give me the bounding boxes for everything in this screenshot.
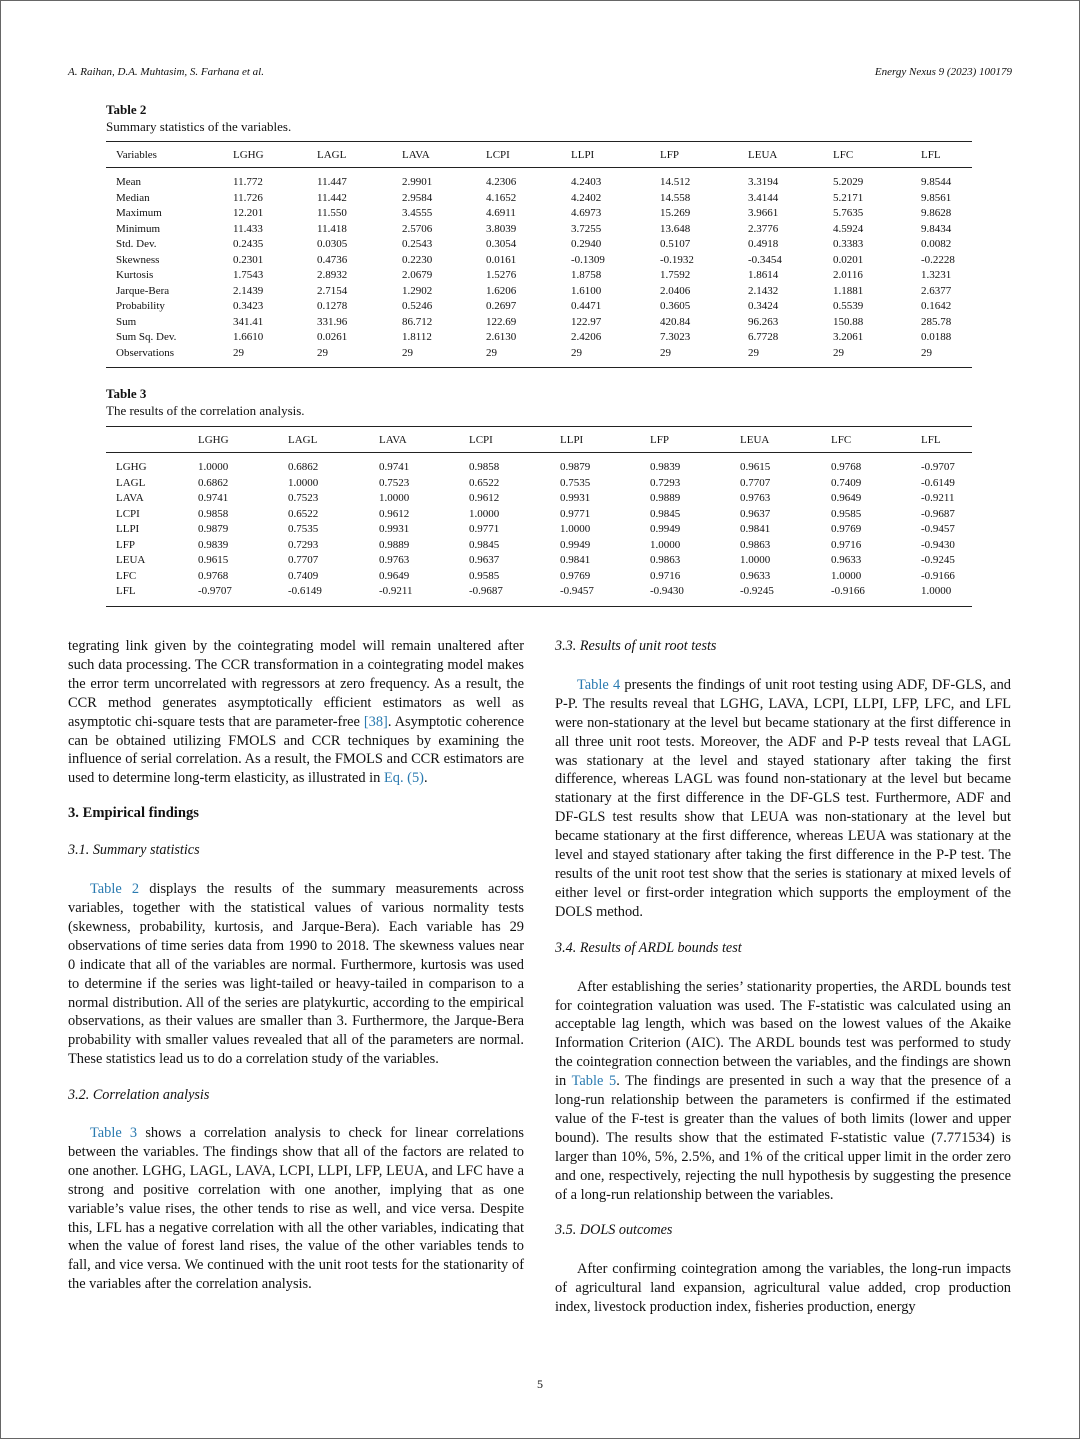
table-cell: 0.9769: [560, 569, 591, 582]
row-label: Sum: [116, 315, 137, 328]
table-cell: 2.9901: [402, 176, 433, 188]
table-cell: 1.3231: [921, 269, 952, 281]
subsection-heading: 3.2. Correlation analysis: [68, 1087, 210, 1104]
equation-link[interactable]: Eq. (5): [383, 770, 424, 787]
table-cell: 0.9845: [650, 507, 681, 520]
table-row: [106, 507, 972, 523]
row-label: Median: [116, 191, 150, 204]
column-header: LFP: [650, 433, 669, 446]
row-label: LAVA: [116, 492, 144, 504]
table-cell: -0.9687: [921, 507, 955, 520]
row-label: Kurtosis: [116, 269, 154, 281]
paragraph: Table 4 presents the findings of unit root testing using ADF, DF-GLS, and P-P. The results reveal that LGHG, LAVA, LCPI, LLPI, LFP, LFC, and LFL were non-stationary at the level but became stationary at the first difference in all three unit root tests. Moreover, the ADF and P-P tests reveal that LAGL was stationary at the level and stayed stationary after taking the first difference, whereas LAGL was found non-stationary at the level but became stationary at the first difference in the DF-GLS test. Furthermore, ADF and DF-GLS test results show that LEUA was non-stationary at the level but became stationary at the first difference, whereas LEUA was stationary at the level and stayed stationary after taking the first difference in the P-P test. The results of the unit root test show that the series is stationary at mixed levels of either level or first-order integration which supports the employment of the DOLS method.: [555, 676, 1011, 920]
table-cell: 0.5107: [660, 238, 691, 250]
paragraph: Table 2 displays the results of the summary measurements across variables, together with the statistical values of various normality tests (skewness, probability, kurtosis, and Jarque-Bera). Each variable has 29 observations of time series data from 1990 to 2018. The skewness values near 0 indicate that all of the variables are normal. Furthermore, kurtosis was used to determine if the series was light-tailed or heavy-tailed in comparison to a normal distribution. All of the series are platykurtic, according to the empirical observations, as their values are smaller than 3. Furthermore, the Jarque-Bera probability with smaller values revealed that all of the parameters are normal. These statistics lead us to do a correlation study of the variables.: [68, 881, 525, 1068]
column-header: [106, 427, 188, 453]
table-cell: 0.9839: [198, 538, 229, 551]
table-cell: 2.0679: [402, 269, 433, 281]
table-cell: 1.0000: [379, 492, 410, 504]
column-header: LLPI: [571, 148, 595, 161]
left-column: [68, 637, 524, 1294]
table-cell: -0.9245: [921, 554, 955, 566]
table-cell: 29: [571, 346, 582, 359]
table-cell: 4.6911: [486, 207, 516, 219]
table-cell: 0.9633: [831, 554, 862, 566]
table-cell: 1.8112: [402, 331, 432, 343]
table-row: [106, 284, 972, 300]
summary-statistics-table: [106, 141, 972, 368]
table-cell: 0.4471: [571, 300, 602, 312]
table-cell: 0.9931: [560, 492, 591, 504]
table-cell: 2.0406: [660, 284, 691, 297]
table-cell: 0.9612: [379, 507, 410, 520]
table-cell: 3.9661: [748, 207, 779, 219]
table-cell: 5.2029: [833, 176, 864, 188]
row-label: Probability: [116, 300, 165, 312]
table-cell: 2.0116: [833, 269, 863, 281]
paragraph: tegrating link given by the cointegrating model will remain unaltered after such data processing. The CCR transformation in a cointegrating model makes the error term uncorrelated with regressors at zero frequency. As a result, the CCR method generates asymptotically efficient estimators as well as asymptotic chi-square tests that are parameter-free [38]. Asymptotic coherence can be obtained utilizing FMOLS and CCR techniques by examining the influence of serial correlation. As a result, the FMOLS and CCR estimators are used to determine long-term elasticity, as illustrated in Eq. (5).: [68, 638, 525, 787]
table-cell: 0.7409: [288, 569, 319, 582]
table-link[interactable]: Table 3: [90, 1125, 138, 1142]
table-cell: 13.648: [660, 222, 691, 235]
table-cell: 3.3194: [748, 176, 779, 188]
table-row: [106, 476, 972, 492]
table-cell: 29: [402, 346, 413, 359]
table-cell: 0.2301: [233, 253, 264, 266]
column-header: LGHG: [233, 148, 264, 161]
row-label: Minimum: [116, 222, 161, 235]
column-header: LFC: [831, 433, 852, 446]
table-cell: 3.4144: [748, 191, 779, 204]
subsection-heading: 3.4. Results of ARDL bounds test: [555, 939, 742, 956]
table-cell: 1.0000: [288, 476, 319, 489]
table-row: [106, 553, 972, 569]
table-cell: 0.9585: [831, 507, 862, 520]
table-cell: 29: [833, 346, 844, 359]
table-cell: 1.2902: [402, 284, 433, 297]
table-cell: 341.41: [233, 315, 264, 328]
row-label: LAGL: [116, 476, 146, 489]
row-label: LLPI: [116, 523, 140, 535]
column-header: LEUA: [740, 433, 770, 446]
table-cell: 0.9768: [198, 569, 229, 582]
correlation-table: [106, 426, 972, 607]
table3-label: Table 3: [106, 386, 147, 401]
table-row: [106, 268, 972, 284]
table-cell: 122.97: [571, 315, 602, 328]
subsection-heading: 3.5. DOLS outcomes: [555, 1222, 673, 1239]
table-cell: 285.78: [921, 315, 952, 328]
table-row: [106, 206, 972, 222]
table-cell: 1.0000: [740, 554, 771, 566]
table-cell: 11.726: [233, 191, 263, 204]
paragraph: After confirming cointegration among the variables, the long-run impacts of agricultural land expansion, agricultural value added, crop production index, livestock production index, fisheries production, energy: [555, 1261, 1011, 1316]
table-cell: 0.1642: [921, 300, 952, 312]
table-row: [106, 315, 972, 331]
table-cell: 0.0305: [317, 238, 348, 250]
table-cell: 0.4918: [748, 238, 779, 250]
column-header: LGHG: [198, 433, 229, 446]
table-row: [106, 453, 972, 476]
column-header: LAVA: [379, 433, 407, 446]
table-row: [106, 584, 972, 606]
table-cell: 2.4206: [571, 331, 602, 343]
table-link[interactable]: Table 2: [90, 881, 140, 898]
table-cell: 0.7409: [831, 476, 862, 489]
table-cell: 1.8614: [748, 269, 779, 281]
table-cell: 0.7523: [379, 476, 410, 489]
table-cell: 0.9879: [198, 523, 229, 535]
table-cell: 29: [921, 346, 932, 359]
table-cell: 11.550: [317, 207, 347, 219]
table-cell: 14.512: [660, 176, 691, 188]
table-row: [106, 522, 972, 538]
table-cell: 0.0201: [833, 253, 864, 266]
table-cell: 0.0261: [317, 331, 348, 343]
column-header: LCPI: [469, 433, 493, 446]
table-cell: 15.269: [660, 207, 691, 219]
table-cell: 4.2403: [571, 176, 602, 188]
table-row: [106, 253, 972, 269]
table3-caption: [106, 385, 305, 419]
row-label: Observations: [116, 346, 175, 359]
table-cell: -0.9430: [921, 538, 955, 551]
table-row: [106, 222, 972, 238]
column-header: LLPI: [560, 433, 584, 446]
table-cell: -0.9707: [921, 461, 955, 473]
column-header: LAGL: [317, 148, 347, 161]
table-cell: 2.6130: [486, 331, 517, 343]
table-cell: 0.3383: [833, 238, 864, 250]
row-label: Std. Dev.: [116, 238, 157, 250]
column-header: LEUA: [748, 148, 778, 161]
paragraph: After establishing the series’ stationarity properties, the ARDL bounds test for cointegration valuation was used. The F-statistic was calculated using an acceptable lag length, which was based on the lowest values of the Akaike Information Criterion (AIC). The ARDL bounds test was performed to study the cointegration connection between the variables, and the findings are shown in Table 5. The findings are presented in such a way that the presence of a long-run relationship between the parameters is confirmed if the estimated value of the F-test is greater than the values of both limits (lower and upper bound). The results show that the estimated F-statistic value (7.771534) is larger than 10%, 5%, 2.5%, and 1% of the critical upper limit in the order zero and one, respectively, rejecting the null hypothesis by suggesting the presence of a long-run relationship between the variables.: [555, 978, 1012, 1203]
table-cell: 6.7728: [748, 331, 779, 343]
table-cell: 2.1432: [748, 284, 779, 297]
row-label: LFP: [116, 538, 135, 551]
row-label: Mean: [116, 176, 142, 188]
table-cell: 11.772: [233, 176, 263, 188]
row-label: LCPI: [116, 507, 140, 520]
table-cell: 5.2171: [833, 191, 864, 204]
table-cell: 11.447: [317, 176, 347, 188]
table-row: [106, 346, 972, 368]
table-cell: 122.69: [486, 315, 517, 328]
running-header-journal: Energy Nexus 9 (2023) 100179: [874, 66, 1012, 78]
table-cell: -0.6149: [288, 585, 322, 597]
table-cell: 331.96: [317, 315, 348, 328]
table-row: [106, 168, 972, 191]
table-cell: 5.7635: [833, 207, 864, 219]
table-cell: 0.9649: [831, 492, 862, 504]
table-row: [106, 569, 972, 585]
table-cell: 1.6100: [571, 284, 602, 297]
column-header: LFL: [921, 433, 941, 446]
table-cell: 1.0000: [469, 507, 500, 520]
table-cell: 420.84: [660, 315, 691, 328]
table-link[interactable]: Table 4: [577, 676, 621, 693]
table-cell: -0.9166: [921, 569, 955, 582]
table-cell: -0.9211: [921, 492, 955, 504]
table-cell: 0.9863: [650, 554, 681, 566]
table-cell: 0.9716: [831, 538, 862, 551]
table-cell: 3.7255: [571, 222, 602, 235]
table-cell: 2.1439: [233, 284, 264, 297]
table-cell: 1.7543: [233, 269, 264, 281]
table-cell: 0.9615: [198, 554, 229, 566]
table-header-row: [106, 427, 972, 453]
row-label: LFL: [116, 585, 136, 597]
column-header: Variables: [116, 148, 157, 161]
table-cell: 12.201: [233, 207, 264, 219]
table-cell: 0.3054: [486, 238, 517, 250]
table-cell: 2.3776: [748, 222, 779, 235]
running-header-authors: A. Raihan, D.A. Muhtasim, S. Farhana et al.: [68, 66, 264, 78]
table-cell: 0.5539: [833, 300, 864, 312]
table-cell: 0.9771: [469, 523, 500, 535]
table-cell: -0.9430: [650, 585, 684, 597]
table-cell: 0.0161: [486, 253, 517, 266]
table-cell: 0.0188: [921, 331, 952, 343]
table-cell: 0.9858: [469, 461, 500, 473]
table-row: [106, 330, 972, 346]
table-cell: 11.442: [317, 191, 347, 204]
table-cell: 3.4555: [402, 207, 433, 219]
table-cell: 1.6610: [233, 331, 264, 343]
table-cell: 0.2940: [571, 238, 602, 250]
table-cell: 0.7535: [288, 523, 319, 535]
table-cell: 0.9845: [469, 538, 500, 551]
table-cell: 0.2543: [402, 238, 433, 250]
table-cell: -0.9245: [740, 585, 774, 597]
table-cell: -0.9707: [198, 585, 232, 597]
table-cell: 4.2402: [571, 191, 602, 204]
table-cell: 0.2435: [233, 238, 264, 250]
table2-label: Table 2: [106, 102, 147, 117]
table-cell: -0.1309: [571, 253, 605, 266]
table-cell: 0.4736: [317, 253, 348, 266]
table-row: [106, 237, 972, 253]
paragraph: Table 3 shows a correlation analysis to check for linear correlations between the variables. The findings show that all of the factors are related to one another. LGHG, LAGL, LAVA, LCPI, LLPI, LFP, LEUA, and LFC have a strong and positive correlation with one another, implying that as one variable’s value rises, the other tends to rise as well, and vice versa. Despite this, LFL has a negative correlation with all the other variables, indicating that when the value of forest land rises, the value of the other variables tends to fall, and vice versa. We continued with the unit root tests for the stationarity of the variables after the correlation analysis.: [68, 1125, 525, 1293]
table-cell: 14.558: [660, 191, 691, 204]
table-cell: 29: [233, 346, 244, 359]
table-cell: 4.6973: [571, 207, 602, 219]
table-cell: 1.0000: [650, 538, 681, 551]
table-cell: 0.7707: [740, 476, 771, 489]
table-cell: 3.2061: [833, 331, 864, 343]
table-cell: 0.7293: [288, 538, 319, 551]
table-cell: 1.0000: [198, 461, 229, 473]
row-label: LFC: [116, 569, 137, 582]
table-cell: 0.6862: [288, 461, 319, 473]
table-cell: 0.9649: [379, 569, 410, 582]
table-cell: -0.9457: [560, 585, 594, 597]
table-cell: 29: [748, 346, 759, 359]
row-label: Maximum: [116, 207, 162, 219]
table-cell: 0.2697: [486, 300, 517, 312]
column-header: LFC: [833, 148, 854, 161]
row-label: LGHG: [116, 461, 147, 473]
table-cell: 1.7592: [660, 269, 691, 281]
table-cell: 1.0000: [560, 523, 591, 535]
table-cell: -0.2228: [921, 253, 955, 266]
table-cell: 0.9741: [198, 492, 229, 504]
column-header: LAGL: [288, 433, 318, 446]
table-cell: 2.8932: [317, 269, 348, 281]
table-cell: 0.7523: [288, 492, 319, 504]
table-cell: 0.6522: [288, 507, 319, 520]
table-cell: 2.9584: [402, 191, 433, 204]
table-cell: 86.712: [402, 315, 433, 328]
table-cell: 9.8628: [921, 207, 952, 219]
reference-link[interactable]: [38]: [363, 713, 388, 730]
table-cell: 0.9841: [740, 523, 771, 535]
table-cell: 0.9763: [740, 492, 771, 504]
table-cell: 0.9763: [379, 554, 410, 566]
table2-caption: [106, 101, 291, 135]
table-row: [106, 538, 972, 554]
table-cell: 11.418: [317, 222, 347, 235]
table-cell: 0.0082: [921, 238, 952, 250]
table-cell: 0.5246: [402, 300, 433, 312]
table-cell: 9.8434: [921, 222, 952, 235]
table-cell: -0.9687: [469, 585, 503, 597]
row-label: Jarque-Bera: [116, 284, 170, 297]
right-column: [555, 637, 1011, 1317]
table-cell: 2.6377: [921, 284, 952, 297]
subsection-heading: 3.1. Summary statistics: [68, 842, 200, 859]
table-cell: 0.1278: [317, 300, 348, 312]
table-cell: 0.9931: [379, 523, 410, 535]
table-cell: 0.9612: [469, 492, 500, 504]
table-cell: 0.3605: [660, 300, 691, 312]
table-row: [106, 491, 972, 507]
table-cell: 1.6206: [486, 284, 517, 297]
table-cell: 0.9949: [650, 523, 681, 535]
table-cell: 0.9768: [831, 461, 862, 473]
table-cell: 0.9741: [379, 461, 410, 473]
table-cell: -0.9457: [921, 523, 955, 535]
column-header: LCPI: [486, 148, 510, 161]
table-cell: 2.7154: [317, 284, 348, 297]
table-cell: 1.5276: [486, 269, 517, 281]
table-cell: 4.2306: [486, 176, 517, 188]
table-cell: 150.88: [833, 315, 864, 328]
table-cell: 0.2230: [402, 253, 433, 266]
table-cell: -0.9166: [831, 585, 865, 597]
table-cell: 29: [660, 346, 671, 359]
table-header-row: [106, 142, 972, 168]
table-cell: 0.9949: [560, 538, 591, 551]
table-cell: 0.3423: [233, 300, 264, 312]
column-header: LFL: [921, 148, 941, 161]
table-row: [106, 299, 972, 315]
table-cell: 0.9769: [831, 523, 862, 535]
table-cell: 1.0000: [921, 585, 952, 597]
table-cell: 29: [486, 346, 497, 359]
table-cell: 0.6862: [198, 476, 229, 489]
table-cell: 0.7707: [288, 554, 319, 566]
table-cell: 0.9637: [740, 507, 771, 520]
table-cell: 0.9771: [560, 507, 591, 520]
table-cell: 0.3424: [748, 300, 779, 312]
page-number: 5: [537, 1377, 543, 1391]
table-cell: 0.9879: [560, 461, 591, 473]
table-cell: 0.7535: [560, 476, 591, 489]
table-cell: 4.1652: [486, 191, 517, 204]
table-link[interactable]: Table 5: [571, 1073, 617, 1090]
table-cell: 0.9716: [650, 569, 681, 582]
table-cell: -0.3454: [748, 253, 782, 266]
table-cell: 1.0000: [831, 569, 862, 582]
table-cell: 0.9615: [740, 461, 771, 473]
subsection-heading: 3.3. Results of unit root tests: [555, 638, 717, 654]
table-cell: 0.9889: [379, 538, 410, 551]
table-cell: 11.433: [233, 222, 263, 235]
table-cell: 2.5706: [402, 222, 433, 235]
table-cell: 3.8039: [486, 222, 517, 235]
table-cell: 29: [317, 346, 328, 359]
table-cell: 0.9633: [740, 569, 771, 582]
row-label: LEUA: [116, 554, 146, 566]
table-cell: 0.9858: [198, 507, 229, 520]
table-cell: 9.8544: [921, 176, 952, 188]
table-cell: 0.9863: [740, 538, 771, 551]
table-cell: 0.9637: [469, 554, 500, 566]
table-cell: -0.6149: [921, 476, 955, 489]
table-cell: -0.1932: [660, 253, 694, 266]
table-cell: 0.9889: [650, 492, 681, 504]
table-cell: 9.8561: [921, 191, 952, 204]
row-label: Skewness: [116, 253, 160, 266]
table-cell: 0.7293: [650, 476, 681, 489]
table-cell: 1.8758: [571, 269, 602, 281]
table-cell: 0.6522: [469, 476, 500, 489]
table-cell: -0.9211: [379, 585, 413, 597]
table-cell: 0.9839: [650, 461, 681, 473]
table-row: [106, 191, 972, 207]
table-cell: 7.3023: [660, 331, 691, 343]
table-cell: 96.263: [748, 315, 779, 328]
table-cell: 4.5924: [833, 222, 864, 235]
column-header: LFP: [660, 148, 679, 161]
table-cell: 0.9841: [560, 554, 591, 566]
table-cell: 0.9585: [469, 569, 500, 582]
table-cell: 1.1881: [833, 284, 864, 297]
section-heading: 3. Empirical findings: [68, 805, 199, 822]
row-label: Sum Sq. Dev.: [116, 331, 177, 343]
table2-caption-text: Summary statistics of the variables.: [106, 119, 292, 134]
column-header: LAVA: [402, 148, 430, 161]
table3-caption-text: The results of the correlation analysis.: [106, 403, 305, 418]
